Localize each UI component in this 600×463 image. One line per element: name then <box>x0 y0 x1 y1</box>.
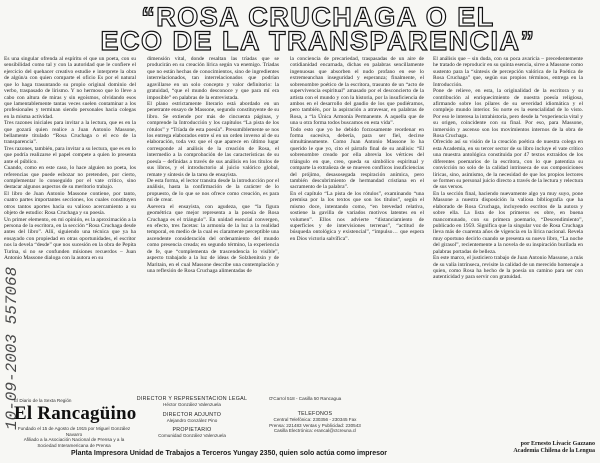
byline <box>480 441 595 455</box>
headline-line-2: ECO DE LA TRANSPARENCIA” <box>100 26 536 56</box>
affiliation-line: Afiliado a la Asociación Nacional de Prensa y a la Sociedad Interamericana de Prensa <box>23 437 125 448</box>
article-column-3: la conciencia de precariedad, traspasadas de un aire de cotidianidad encarnada, dichas en palabras sencillamente ingenuosas que absorben el nudo profano en ese lo extremeanchan inseguridad y esperanza; finalmente, el sobrenombre poético de la escritora, trasunto de un “acto de supervivencia espiritual” amasado por el desconcierto de la artista con el mundo y con la historia, por la insuficiencia de ambos en el desarrollo del gaudio de los que pudiéramos, pero también, por la aspiración a atravesar, en palabras de Rosa, a “la Única Armonía Permanente. A aquella que de una u otra forma todos buscamos en esta vida”. Todo esto que yo he debido forzosamente reordenar en forma sucesiva, debería, para ser fiel, decirse simultáneamente. Como Juan Antonio Massone lo ha querido le que yo, cito el párrafo final de su análisis: “El sobrenombre creado por ella abrevia los vértices del triángulo en que, creo, queda su simbólico espiritual y comparte la extrañeza de se mueven conflicos insuficiencias del prójimo, desasosegada respiración anímica, pero también descubrimiento de hermandad cristiana en el sacramento de la palabra”. En el capítulo “La pista de los rótulos”, examinando “una premisa por la los textos que son los títulos”, según el mismo doce, intentando como, “en brevedad relativa, sostiene la gavilla de variados motivos latentes en el volumen”. Ellos nos advierte “distanciamiento de superficies y de intervisiones terrenas”, “actitud de búsqueda ontológica y existencial”, “impulso… que espera en Dios victoria salvífica”. <box>290 56 424 242</box>
masthead-kicker: El Diario de la Sexta Región <box>14 398 72 403</box>
handwritten-date-note: 10-09-2003 557068 <box>3 266 21 430</box>
masthead-founding <box>14 426 134 448</box>
article-column-4: El análisis que – sin duda, con su poca avaricia – precedentemente he tratado de reproducir en su quinta esencia, sirve a Massone como sustento para la “síntesis de percepción valórica de la Poética de Rosa Cruchaga” que, según sus propios términos, entrega en la Introducción. Pone de relieve, en esta, la originalidad de la escritora y su contribución al enriquecimiento de nuestra poesía religiosa, afirmando sobre los pilares de su severidad idiomática y el complejo mundo interior. Su norte es la esencialidad de lo visto. Por eso le interesa la intrahistoria, pero desde la “experiencia vital y su origen, coincidente con su final. Por eso, para Massone, inmersión y ascenso son los movimientos internos de la obra de Rosa Cruchaga. Ofrecido así su visión de la creación poética de nuestra colega en esta Academia, en su tercer sector de su libro incluye el vate crítico una muestra antológica constituida por 47 textos extraídos de los diferentes poemarios de la escritora, con lo que patentiza su convicción no solo de la calidad intrínseca de sus composiciones líricas, sino, asimismo, de la necesidad de que los propios lectores se formen su personal juicio directo a través de la lectura y relectura de sus versos. En la sección final, haciendo nuevamente algo ya muy suyo, pone Massone a nuestra disposición la valiosa bibliografía que ha elaborado de Rosa Cruchaga, incluyendo escritos de la autora y sobre ella. La lista de los primeros es obre, en buena mancomunado, con su primera poemario, “Descendimiento”, publicado en 1959. Significa que la singular voz de Rosa Cruchaga lleva más de cuarenta años de vigencia en la lírica nacional. Revela muy oportuno decirlo cuando se presenta su nuevo libro, “La noche del girasol”, recientemente a la novela de su inspiración burilada en palabras portadas de belleza. En este marco, el justiciero trabajo de Juan Antonio Massone, a más de su valía intrínseca, revisite la calidad de un merecido homenaje a quien, como Rosa ha hecho de la poesía un camino para ser con autenticidad y para servir con gratuidad. <box>433 56 583 281</box>
telefono-line: Prensa: 221483 Ventas y Publicidad: 230543 <box>269 422 361 428</box>
headline-line-1: “ROSA CRUCHAGA O EL <box>141 2 495 32</box>
address-line: O'Carrol 518 - Casilla 50 Rancagua <box>268 396 342 401</box>
telefonos-heading: TELEFONOS <box>297 411 333 417</box>
byline-author: por Ernesto Livacic Gazzano <box>520 441 595 447</box>
masthead-telephones <box>250 411 380 434</box>
director-adjunto-name: Alejandro González Pino <box>166 417 218 423</box>
article-column-1: Es una singular ofrenda al espíritu el que un poeta, con su sensibilidad como tal y con la autoridad que le confiere el ejercicio del quehacer creativo estudie e interprete la obra de algún/a con quien comparte el oficio Es por el natural que lo haga trasuntando su propio original dominio del verbo, traspasado de lirismo. Y no hermoso que lo lleve a cabo con altura de miras y sin egoísmos, olvidando esos que lamentablemente tantas veces suelen contaminar a los profesionales y terminan siendo personales hacia colegas en la misma actividad. Tres razones iniciales para invitar a la lectura, que es en la que gozará quien realice a Juan Antonio Massone, bellamente titulado “Rosa Cruchaga o el eco de la transparencia”. Tres razones, también, para invitar a su lectura, que es en lo que podría realizarse el papel compete a quien lo presenta ante el público. Cuando, como en este caso, lo hace alguien no poeta, los referencias que puede esbozar no pretenden, por cierto, complementar lo conseguido por el vate crítico, sino destacar algunos aspectos de su meritorio trabajo. El libro de Juan Antonio Massone contiene, por tanto, cuatro partes importantes secciones, los cuales constituyen otros tantos aportes hacia su valioso acercamiento a su objeto de estudio: Rosa Cruchaga y su poesía. Un primer elemento, en mi opinión, es la aproximación a la persona de la escritora, en la sección “Rosa Cruchaga desde antes del libro”. Allí, siguiendo una técnica que ya ha ensayado con propiedad en otras oportunidades, el escritor nos la devela “desde” que nos sucesión en la obra de Pepita Turina, si no se confunden mísiones recuerdos – Juan Antonio Massone dialoga con la autora en su <box>4 56 136 262</box>
propietario-heading: PROPIETARIO <box>172 427 212 434</box>
masthead <box>14 396 434 450</box>
masthead-directors <box>136 396 248 439</box>
printer-notice: Planta Impresora Unidad de Trabajos a Terceros Yungay 2350, quien solo actúa como impresor <box>70 450 387 457</box>
director-adjunto-heading: DIRECTOR ADJUNTO <box>162 411 222 418</box>
director-legal-name: Héctor González Valenzuela <box>163 402 221 407</box>
telefono-line: Casilla Electrónica: erancal@ctcreuna.cl <box>273 428 357 434</box>
propietario-name: Comunidad González Valenzuela <box>158 433 226 439</box>
newspaper-name: El Rancagüino <box>14 403 137 424</box>
article-column-2: dimensión vital, donde resaltan las tríadas que se producirán en su creación lírica según va enemigo. Tríadas que no están hechas de conocimientos, sino de ingredientes interrelacionados, tan interrelacionados que podrían agavillarse en un solo concepto y valor definitorio: la gratuidad, “que el mundo desconoce y que para mí era imposible” en palabras de la entrevistada. El plano estrictamente literario está abordado en un penetrante ensayo de Massone, segundo constituyente de su libro. Se extiende por más de cincuenta páginas, y comprende la Introducción y los capítulos “La pista de los rótulos” y “Tríada de esta poesía”. Presumiblemente se nos los entrega elaborados entre sí en un orden inverso al de su elaboración, toda vez que el que aparece en último lugar corresponde al análisis de la creación de Rosa, el intermedio a la comprobación de las características de su poesía – definidas a través de sus análisis en los títulos de sus libros, y el introductorio al juicio valórico global, remate y síntesis de la tarea de ensayista. De esta forma, el lector transita desde la introducción por el análisis, hasta la confirmación de la carácter de lo propuesto, de lo que se nos ofrece como creación, es para mí de crear. Asevera el ensayista, con agudeza, que “la figura geométrica que mejor representa a la poesía de Rosa Cruchaga es el triángulo”. En unidad esencial convergen, en efecto, tres facetas: la armonía de la luz a la realidad temporal, en medio de la cual es claramente perceptible una ascendente consideración del ordenamiento del mundo como presencia creada; en segundo término, la experiencia de fe, que “complementa de trascendencia lo visible”, aspecto trabajado a la luz de ideas de Solzhenitsin y de Maritain, en el cual Massone describe una contemplación y una reflexión de Rosa Cruchaga alimentadas de <box>147 56 279 274</box>
founding-line: Fundado el 15 de Agosto de 1915 por Miguel González Navarro <box>17 426 131 437</box>
director-legal-heading: DIRECTOR Y REPRESENTACION LEGAL <box>136 396 248 402</box>
masthead-address <box>250 396 360 402</box>
telefono-line: Central Telefónica: 230356 - 230345 Fax <box>273 417 357 422</box>
byline-affiliation: Academia Chilena de la Lengua <box>513 448 595 454</box>
